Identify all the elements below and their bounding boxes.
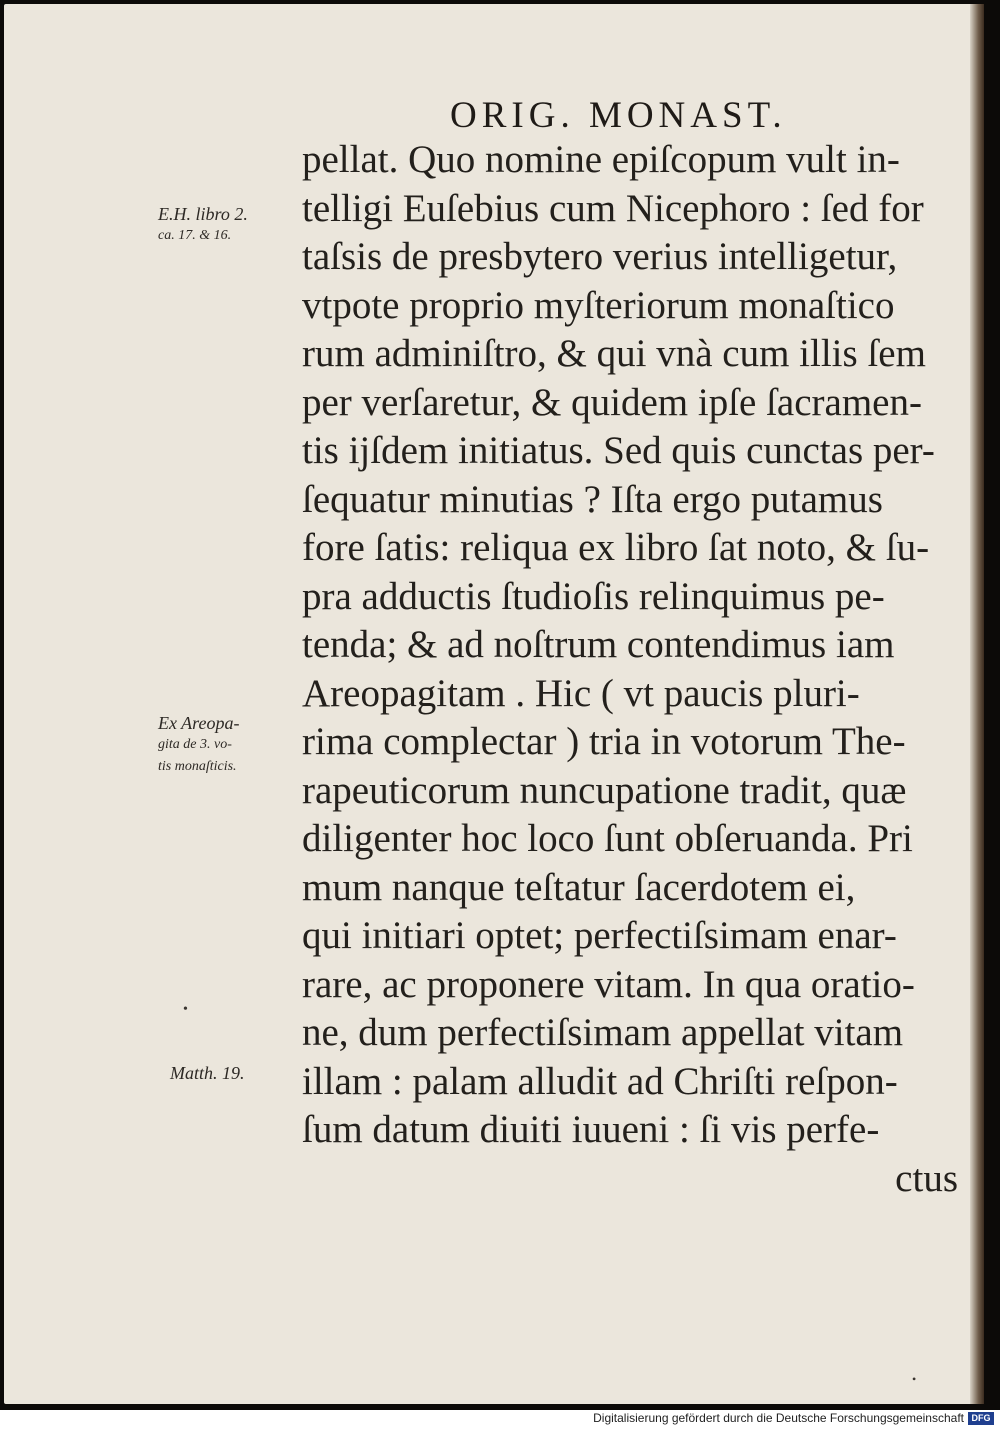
text-line: vtpote proprio myſteriorum monaſtico [302, 283, 895, 327]
margin-note-line: Matth. 19. [170, 1063, 245, 1083]
margin-note-line: tis monaſticis. [158, 759, 237, 774]
ink-dot: • [912, 1372, 917, 1386]
catchword: ctus [895, 1156, 958, 1200]
dfg-logo: DFG [968, 1412, 994, 1425]
text-line: ne, dum perfectiſsimam appellat vitam [302, 1011, 904, 1054]
ink-dot: • [183, 1002, 188, 1017]
margin-note-areopagita [158, 712, 239, 778]
text-line: rapeuticorum nuncupatione tradit, quæ [302, 768, 907, 812]
text-line: mum nanque teſtatur ſacerdotem ei, [302, 865, 856, 909]
text-line: ſequatur minutias ? Iſta ergo putamus [302, 477, 883, 521]
text-line: rum adminiſtro, & qui vnà cum illis ſem [302, 332, 926, 375]
margin-note-eusebius [158, 203, 248, 247]
margin-note-line: E.H. libro 2. [158, 204, 248, 224]
text-line: tis ijſdem initiatus. Sed quis cunctas per- [302, 429, 935, 472]
text-line: tenda; & ad noſtrum contendimus iam [302, 623, 895, 666]
text-line: taſsis de presbytero verius intelligetur, [302, 235, 898, 278]
running-head: ORIG. MONAST. [450, 95, 787, 136]
digitization-footer [0, 1410, 1000, 1429]
text-line: fore ſatis: reliqua ex libro ſat noto, & ſu- [302, 526, 930, 569]
margin-note-line: ca. 17. & 16. [158, 228, 232, 243]
text-line: Areopagitam . Hic ( vt paucis pluri- [302, 671, 860, 715]
margin-note-matthew [170, 1062, 245, 1084]
text-line: qui initiari optet; perfectiſsimam enar- [302, 914, 897, 957]
text-line: telligi Euſebius cum Nicephoro : ſed for [302, 186, 924, 230]
main-text [302, 136, 962, 1203]
text-line: rare, ac proponere vitam. In qua oratio- [302, 962, 915, 1006]
text-line: illam : palam alludit ad Chriſti reſpon- [302, 1059, 898, 1103]
margin-note-line: Ex Areopa- [158, 713, 240, 733]
margin-note-line: gita de 3. vo- [158, 737, 232, 752]
page-edge [970, 4, 984, 1404]
text-line: per verſaretur, & quidem ipſe ſacramen- [302, 380, 922, 424]
text-line: pra adductis ſtudioſis relinquimus pe- [302, 574, 885, 618]
text-line: ſum datum diuiti iuueni : ſi vis perfe- [302, 1108, 880, 1151]
funding-credit: Digitalisierung gefördert durch die Deutsche Forschungsgemeinschaft [593, 1411, 964, 1425]
text-line: diligenter hoc loco ſunt obſeruanda. Pri [302, 817, 913, 860]
text-line: pellat. Quo nomine epiſcopum vult in- [302, 138, 900, 181]
text-line: rima complectar ) tria in votorum The- [302, 720, 906, 763]
